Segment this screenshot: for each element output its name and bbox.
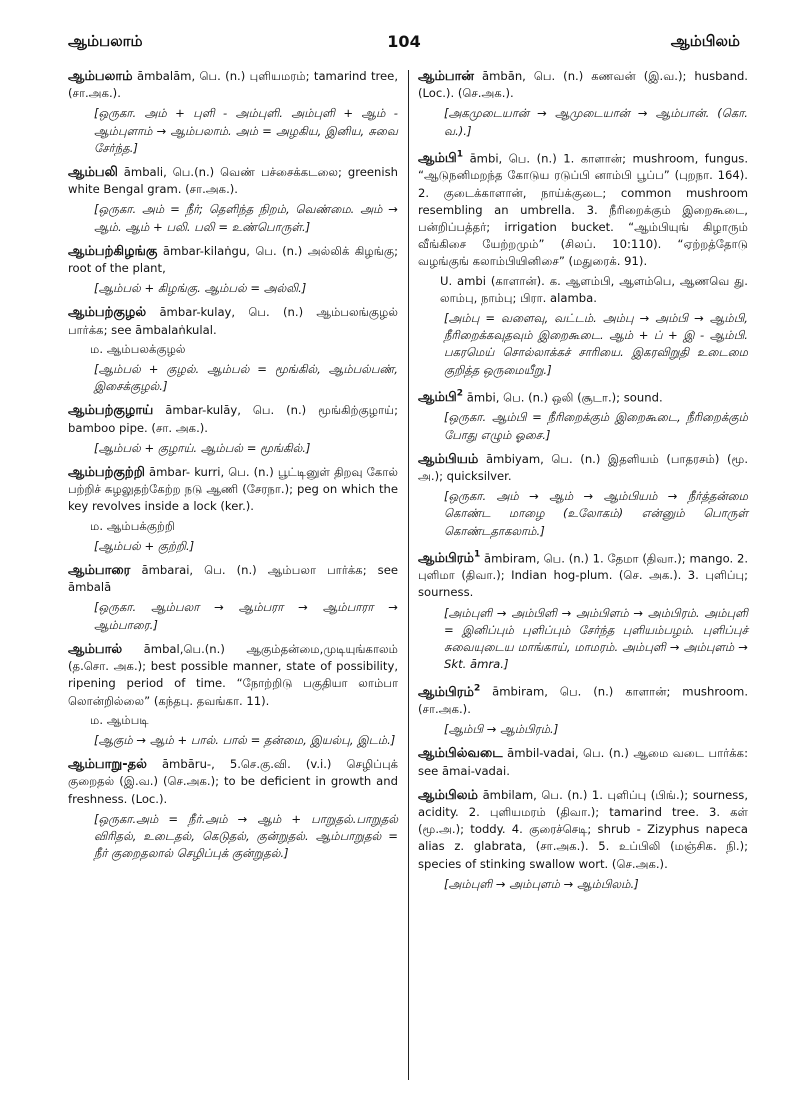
dictionary-entry — [68, 68, 398, 157]
entry-etymology: [ஆம்பி → ஆம்பிரம்.] — [444, 722, 559, 737]
entry-headword: ஆம்பிலம் — [418, 787, 479, 803]
dictionary-entry — [68, 164, 398, 236]
page-header — [68, 32, 740, 58]
entry-definition: āmbiram, பெ. (n.) 1. தேமா (திவா.); mango. 2. புளிமா (திவா.); Indian hog-plum. (செ. அக.). 3. புளிப்பு; sourness. — [418, 551, 749, 600]
entry-headword: ஆம்பிரம்$^2$ — [418, 683, 481, 700]
dictionary-entry — [68, 402, 398, 457]
dictionary-entry — [418, 451, 748, 540]
entry-definition: āmbiram, பெ. (n.) காளான்; mushroom. (சா.அக.). — [418, 684, 749, 717]
entry-headword: ஆம்பில்வடை — [418, 746, 503, 762]
sense-number: 1 — [456, 149, 464, 160]
entry-definition: āmbar-kilaṅgu, பெ. (n.) அல்லிக் கிழங்கு; root of the plant, — [68, 243, 398, 276]
entry-headword: ஆம்பற்குற்றி — [68, 465, 145, 481]
entry-headword: ஆம்பற்குழாய் — [68, 403, 154, 419]
entry-definition: āmbarai, பெ. (n.) ஆம்பலா பார்க்க; see āmbalā — [68, 563, 398, 595]
dictionary-entry — [418, 547, 748, 674]
entry-cognate-note: ம. ஆம்பக்குற்றி — [90, 518, 175, 533]
page-number: 104 — [387, 32, 421, 51]
entry-headword: ஆம்பலி — [68, 165, 118, 181]
entry-etymology: [அம்புளி → அம்பிளி → அம்பிளம் → அம்பிரம். அம்புளி = இனிப்பும் புளிப்பும் சேர்ந்த புளியம்பழம். புளிப்புச் சுவையுடைய மாங்காய், மாமரம். அம்புளி → அம்புளம் → Skt. āmra.] — [444, 605, 748, 672]
entry-headword: ஆம்பி$^1$ — [418, 149, 464, 167]
entry-definition: āmbiyam, பெ. (n.) இதளியம் (பாதரசம்) (மூ. அ.); quicksilver. — [418, 451, 749, 483]
entry-definition: āmbar-kulāy, பெ. (n.) மூங்கிற்குழாய்; bamboo pipe. (சா. அக.). — [68, 403, 399, 435]
entry-headword: ஆம்பான் — [418, 69, 474, 84]
dictionary-entry — [418, 745, 748, 779]
entry-etymology: [அம்புளி → அம்புளம் → ஆம்பிலம்.] — [444, 876, 639, 891]
entry-headword: ஆம்பியம் — [418, 451, 479, 467]
dictionary-entry — [68, 243, 398, 298]
sense-number: 2 — [456, 388, 464, 399]
entry-headword: ஆம்பலாம் — [68, 69, 133, 84]
entry-etymology: [ஒருகா. ஆம்பலா → ஆம்பரா → ஆம்பாரா → ஆம்பாரை.] — [94, 600, 398, 632]
entry-etymology: [அகமுடையான் → ஆமுடையான் → ஆம்பான். (கொ. வ.).] — [444, 106, 748, 138]
entry-etymology: [ஒருகா. அம் = நீர்; தெளிந்த நிறம், வெண்மை. அம் → ஆம். ஆம் + பலி. பலி = உண்பொருள்.] — [94, 202, 398, 234]
entry-etymology: [ஒருகா. அம் → ஆம் → ஆம்பியம் → நீர்த்தன்மை கொண்ட மாழை (உலோகம்) என்னும் பொருள் கொண்டதாகலாம்.] — [444, 489, 748, 538]
dictionary-entry — [418, 68, 748, 140]
entry-etymology: [ஆம்பல் + குழாய். ஆம்பல் = மூங்கில்.] — [94, 440, 311, 455]
entry-etymology: [ஆகும் → ஆம் + பால். பால் = தன்மை, இயல்பு, இடம்.] — [94, 732, 396, 747]
dictionary-entry — [68, 464, 398, 555]
header-right-guideword: ஆம்பிலம் — [670, 32, 740, 50]
dictionary-entry — [418, 787, 748, 893]
entry-definition: āmbi, பெ. (n.) ஒலி (சூடா.); sound. — [466, 390, 663, 405]
entry-definition: āmbalām, பெ. (n.) புளியமரம்; tamarind tree, (சா.அக.). — [68, 69, 399, 101]
entry-etymology: [ஒருகா. ஆம்பி = நீரிறைக்கும் இறைகூடை, நீரிறைக்கும் போது எழும் ஓசை.] — [444, 410, 748, 442]
entry-headword: ஆம்பிரம்$^1$ — [418, 549, 481, 567]
entry-definition: āmbil-vadai, பெ. (n.) ஆமை வடை பார்க்க: see āmai-vadai. — [418, 746, 748, 778]
sense-number: 2 — [473, 683, 481, 694]
entry-headword: ஆம்பி$^2$ — [418, 388, 464, 406]
dictionary-entry — [418, 147, 748, 379]
sense-number: 1 — [473, 549, 481, 560]
entry-cognates: U. ambi (காளான்). க. ஆளம்பி, ஆளம்பெ, ஆணவெ து. லாம்பு, நாம்பு; பிரா. alamba. — [440, 273, 748, 305]
entry-etymology: [ஒருகா.அம் = நீர்.அம் → ஆம் + பாறுதல்.பாறுதல் விரிதல், உடைதல், கெடுதல், குன்றுதல். ஆம்பாறுதல் = நீர் குறைதலால் செழிப்புக் குன்றுதல்.] — [94, 811, 398, 861]
entry-definition: āmbān, பெ. (n.) கணவன் (இ.வ.); husband. (Loc.). (செ.அக.). — [418, 69, 748, 101]
dictionary-entry — [68, 562, 398, 634]
entry-etymology: [ஆம்பல் + குற்றி.] — [94, 538, 195, 553]
entry-definition: āmbilam, பெ. (n.) 1. புளிப்பு (பிங்.); sourness, acidity. 2. புளியமரம் (திவா.); tamarind tree. 3. கள் (மூ.அ.); toddy. 4. குரைச்செடி; shrub - Zizyphus napeca alias z. glabrata, (சா.அக.). 5. உப்பிலி (மஞ்சிக. நி.); species of stinking swallow wort. (செ.அக.). — [418, 787, 749, 871]
column-divider — [408, 70, 409, 1080]
dictionary-entry — [68, 641, 398, 749]
entry-cognate-note: ம. ஆம்பலக்குழல் — [90, 341, 186, 356]
entry-etymology: [ஒருகா. அம் + புளி - அம்புளி. அம்புளி + ஆம் - ஆம்புளாம் → ஆம்பலாம். அம் = அழகிய, இனிய, சுவை சேர்ந்த.] — [94, 106, 398, 155]
entry-etymology: [ஆம்பல் + கிழங்கு. ஆம்பல் = அல்லி.] — [94, 281, 307, 296]
dictionary-entry — [418, 680, 748, 738]
entry-definition: āmbar- kurri, பெ. (n.) பூட்டினுள் திறவு கோல் பற்றிச் சுழலுதற்கேற்ற நடு ஆணி (சேரநா.); peg on which the key revolves inside a lock (ker.). — [68, 465, 398, 514]
dictionary-entry — [68, 304, 398, 395]
entry-headword: ஆம்பாரை — [68, 563, 131, 579]
left-column — [68, 68, 398, 869]
dictionary-entry — [418, 386, 748, 444]
entry-headword: ஆம்பற்குழல் — [68, 305, 147, 321]
entry-definition: āmbal,பெ.(n.) ஆகும்தன்மை,முடியுங்காலம் (த.சொ. அக.); best possible manner, state of possibility, ripening period of time. “நோற்றிடு பகுதியா லாம்பா லொன்றில்லை” (கந்தபு. தவங்கா. 11). — [68, 641, 398, 708]
entry-definition: āmbi, பெ. (n.) 1. காளான்; mushroom, fungus. “ஆடுநனிமறந்த கோடுய ரடுப்பி னாம்பி பூப்ப” (புறநா. 164). 2. குடைக்காளான், நாய்க்குடை; common mushroom resembling an umbrella. 3. நீரிறைக்கும் இறைகூடை, பன்றிப்பத்தர்; irrigation bucket. “ஆம்பியுங் கிழாரும் வீங்கிசை யேற்றமும்” (சிலப். 10:110). “ஏற்றத்தோடு வழங்குங் கலாம்பியினிசை” (மதுரைக். 91). — [418, 151, 749, 269]
entry-cognate-note: ம. ஆம்படி — [90, 712, 149, 727]
entry-headword: ஆம்பால் — [68, 641, 123, 657]
entry-etymology: [அம்பு = வளைவு, வட்டம். அம்பு → அம்பி → ஆம்பி, நீரிறைக்கவுதவும் இறைகூடை. ஆம் + ப் + இ - ஆம்பி. பகரமெய் சொல்லாக்கச் சாரியை. இகரவிறுதி உடைமை குறித்த ஒருமையீறு.] — [444, 310, 748, 377]
entry-headword: ஆம்பற்கிழங்கு — [68, 243, 158, 259]
entry-definition: āmbar-kulay, பெ. (n.) ஆம்பலங்குழல் பார்க்க; see āmbalaṅkulal. — [68, 305, 398, 337]
right-column — [418, 68, 748, 900]
entry-etymology: [ஆம்பல் + குழல். ஆம்பல் = மூங்கில், ஆம்பல்பண், இசைக்குழல்.] — [94, 362, 398, 394]
entry-headword: ஆம்பாறு-தல் — [68, 757, 147, 773]
entry-definition: āmbali, பெ.(n.) வெண் பச்சைக்கடலை; greenish white Bengal gram. (சா.அக.). — [68, 165, 398, 197]
dictionary-entry — [68, 756, 398, 862]
header-left-guideword: ஆம்பலாம் — [68, 32, 143, 50]
entry-definition: āmbāru-, 5.செ.கு.வி. (v.i.) செழிப்புக் குறைதல் (இ.வ.) (செ.அக.); to be deficient in growth and freshness. (Loc.). — [68, 757, 399, 806]
